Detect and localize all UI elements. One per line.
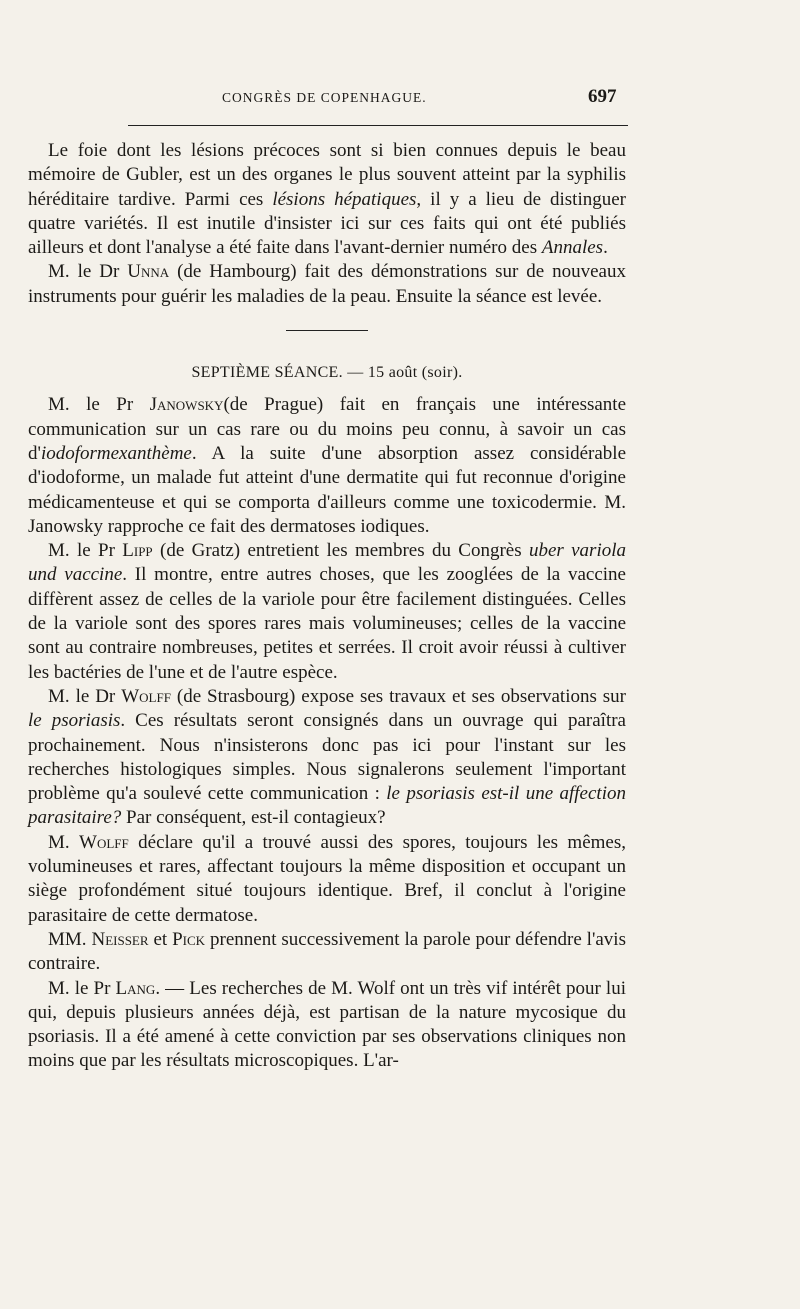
speaker-name: Neisser: [91, 928, 149, 950]
speaker-name: Wolff: [79, 831, 129, 853]
paragraph-lang: M. le Pr Lang. — Les recherches de M. Wolf ont un très vif intérêt pour lui qui, depuis plusieurs années déjà, est partisan de la nature mycosique du psoriasis. Il a été amené à cette conviction par ses observations cliniques non moins que par les résultats microscopiques. L'ar-: [28, 977, 626, 1072]
page-number: 697: [588, 86, 617, 107]
paragraph-wolff-spores: M. Wolff déclare qu'il a trouvé aussi des spores, toujours les mêmes, volumineuses et rares, affectant toujours la même disposition et occupant un siège profondément situé toujours identique. Bref, il conclut à l'origine parasitaire de cette dermatose.: [28, 831, 626, 926]
running-title: CONGRÈS DE COPENHAGUE.: [222, 90, 427, 105]
section-divider: [286, 330, 368, 331]
speaker-name: Lipp: [122, 540, 153, 562]
speaker-name: Pick: [172, 928, 206, 950]
paragraph-lipp: M. le Pr Lipp (de Gratz) entretient les membres du Congrès uber variola und vaccine. Il montre, entre autres choses, que les zooglées de la vaccine diffèrent assez de celles de la variole pour être facilement distinguées. Celles de la variole sont des spores rares mais volumineuses; celles de la vaccine sont au contraire nombreuses, petites et serrées. Il croit avoir réussi à cultiver les bactéries de l'une et de l'autre espèce.: [28, 540, 626, 683]
paragraph-wolff-psoriasis: M. le Dr Wolff (de Strasbourg) expose ses travaux et ses observations sur le psoriasis. Ces résultats seront consignés dans un ouvrage qui paraîtra prochainement. Nous n'insisterons donc pas ici pour l'instant sur les recherches histologiques simples. Nous signalerons seulement l'important problème qu'a soulevé cette communication : le psoriasis est-il une affection parasitaire? Par conséquent, est-il contagieux?: [28, 685, 627, 829]
header-rule: [128, 125, 628, 126]
paragraph-unna: M. le Dr Unna (de Hambourg) fait des démonstrations sur de nouveaux instruments pour guérir les maladies de la peau. Ensuite la séance est levée.: [28, 261, 626, 307]
paragraph-liver-lesions: Le foie dont les lésions précoces sont si bien connues depuis le beau mémoire de Gubler, est un des organes le plus souvent atteint par la syphilis héréditaire tardive. Parmi ces lésions hépatiques, il y a lieu de distinguer quatre variétés. Il est inutile d'insister ici sur ces faits qui ont été publiés ailleurs et dont l'analyse a été faite dans l'avant-dernier numéro des Annales.: [28, 140, 627, 259]
speaker-name: Janowsky: [149, 394, 224, 416]
speaker-name: Wolff: [121, 685, 171, 707]
body-text: [28, 139, 626, 1074]
speaker-name: Lang: [115, 977, 156, 999]
page-header: [0, 88, 800, 114]
section-heading: SEPTIÈME SÉANCE. — 15 août (soir).: [191, 364, 463, 382]
speaker-name: Unna: [127, 261, 170, 283]
paragraph-neisser-pick: MM. Neisser et Pick prennent successivement la parole pour défendre l'avis contraire.: [28, 928, 626, 975]
paragraph-janowsky: M. le Pr Janowsky(de Prague) fait en français une intéressante communication sur un cas rare ou du moins peu connu, à savoir un cas d'iodoformexanthème. A la suite d'une absorption assez considérable d'iodoforme, un malade fut atteint d'une dermatite qui fut reconnue d'origine médicamenteuse et qui se comporta d'ailleurs comme une toxicodermie. M. Janowsky rapproche ce fait des dermatoses iodiques.: [28, 394, 627, 537]
